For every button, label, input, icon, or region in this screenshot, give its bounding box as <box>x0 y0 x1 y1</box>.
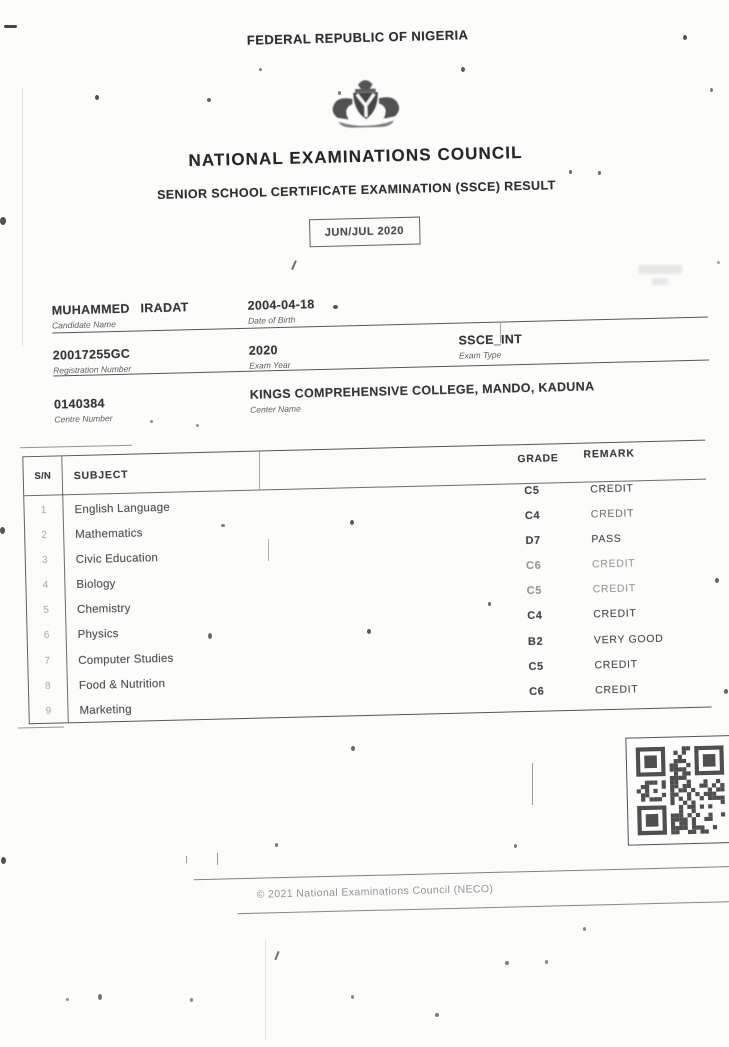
exam-type-label: Exam Type <box>458 349 502 361</box>
centre-number-field <box>54 396 113 424</box>
exam-session-box <box>308 217 420 248</box>
row-grade: D7 <box>525 534 541 548</box>
col-header-remark: REMARK <box>583 447 636 461</box>
row-grade: C5 <box>528 660 544 673</box>
document-title: SENIOR SCHOOL CERTIFICATE EXAMINATION (SSCE) RESULT <box>156 178 556 202</box>
row-sn: 6 <box>43 630 50 642</box>
row-remark: VERY GOOD <box>593 632 664 646</box>
col-header-grade: GRADE <box>517 452 559 466</box>
row-remark: CREDIT <box>593 607 637 621</box>
row-subject: Mathematics <box>75 527 143 542</box>
row-remark: CREDIT <box>595 683 639 697</box>
centre-number-label: Centre Number <box>54 413 113 425</box>
row-subject: Civic Education <box>75 552 159 567</box>
footer-rule-bottom <box>237 901 729 915</box>
row-subject: English Language <box>74 501 170 517</box>
row-sn: 7 <box>44 655 51 667</box>
centre-number-value: 0140384 <box>53 396 105 412</box>
row-remark: CREDIT <box>590 482 634 496</box>
row-subject: Marketing <box>79 703 132 717</box>
row-sn: 1 <box>40 504 47 516</box>
col-header-sn: S/N <box>34 470 52 483</box>
row-grade: C4 <box>524 509 541 523</box>
row-sn: 8 <box>44 680 51 692</box>
row-grade: C5 <box>526 585 543 598</box>
center-name-label: Center Name <box>250 403 301 415</box>
row-subject: Food & Nutrition <box>78 677 166 692</box>
row-sn: 9 <box>45 705 52 717</box>
row-grade: C5 <box>524 484 540 498</box>
date-of-birth-field <box>247 297 315 326</box>
row-remark: CREDIT <box>594 658 638 672</box>
exam-type-field <box>458 332 522 361</box>
qr-code-icon <box>625 735 729 846</box>
row-sn: 3 <box>41 554 48 567</box>
row-grade: B2 <box>527 635 544 648</box>
registration-number-value: 20017255GC <box>52 346 131 363</box>
registration-number-field <box>53 347 132 376</box>
row-grade: C6 <box>529 685 545 698</box>
nigeria-coat-of-arms-icon <box>324 75 408 141</box>
row-subject: Physics <box>77 628 119 642</box>
results-table <box>22 440 711 725</box>
date-of-birth-label: Date of Birth <box>247 314 296 326</box>
center-name-value: KINGS COMPREHENSIVE COLLEGE, MANDO, KADUNA <box>249 379 595 402</box>
row-sn: 5 <box>43 605 49 617</box>
table-rows <box>24 481 711 723</box>
row-remark: CREDIT <box>590 507 635 521</box>
registration-number-label: Registration Number <box>53 363 132 376</box>
row-sn: 4 <box>42 580 49 592</box>
row-subject: Computer Studies <box>78 652 174 667</box>
exam-type-value: SSCE_INT <box>458 332 523 348</box>
row-subject: Biology <box>76 578 116 592</box>
row-sn: 2 <box>41 529 48 541</box>
center-name-field <box>250 379 595 414</box>
country-title: FEDERAL REPUBLIC OF NIGERIA <box>246 27 469 48</box>
row-grade: C4 <box>527 610 543 623</box>
council-title: NATIONAL EXAMINATIONS COUNCIL <box>188 143 523 171</box>
row-remark: CREDIT <box>591 557 636 571</box>
footer-copyright: © 2021 National Examinations Council (NECO) <box>256 882 494 901</box>
row-remark: PASS <box>591 532 622 546</box>
row-remark: CREDIT <box>592 582 637 596</box>
candidate-name-label: Candidate Name <box>51 319 116 331</box>
exam-session-label: JUN/JUL 2020 <box>324 224 405 239</box>
info-divider <box>53 360 709 377</box>
exam-year-label: Exam Year <box>249 359 291 371</box>
col-header-subject: SUBJECT <box>73 468 129 483</box>
exam-year-field <box>249 343 291 371</box>
candidate-name-field <box>52 300 190 330</box>
row-subject: Chemistry <box>76 603 131 617</box>
row-grade: C6 <box>525 559 542 573</box>
date-of-birth-value: 2004-04-18 <box>247 297 315 313</box>
candidate-name-value: MUHAMMED IRADAT <box>51 300 189 318</box>
exam-year-value: 2020 <box>248 343 278 358</box>
